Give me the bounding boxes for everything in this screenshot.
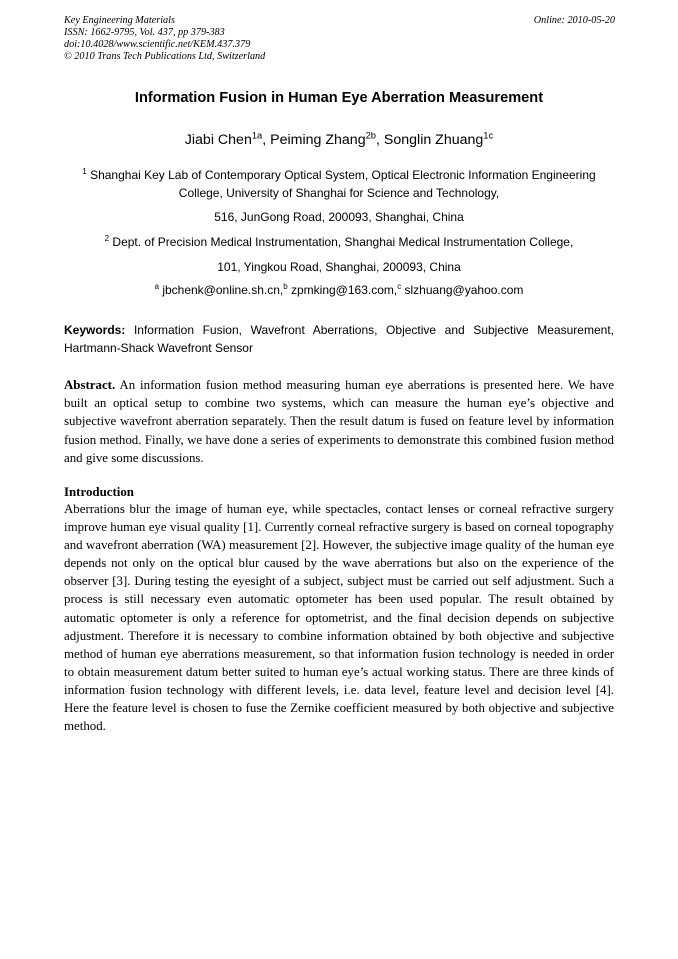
affiliation-text: Shanghai Key Lab of Contemporary Optical System, Optical Electronic Information Engineering	[90, 168, 596, 182]
email-address: jbchenk@online.sh.cn,	[162, 283, 284, 297]
affiliation-1-line-3: 516, JunGong Road, 200093, Shanghai, China	[214, 210, 464, 224]
email-mark: b	[283, 282, 288, 291]
paper-title: Information Fusion in Human Eye Aberration Measurement	[134, 90, 544, 106]
affiliation-text: Dept. of Precision Medical Instrumentation, Shanghai Medical Instrumentation College,	[112, 235, 574, 249]
keywords-section	[64, 321, 614, 357]
affiliation-1-line-1	[40, 166, 638, 184]
author-affiliation-mark: 2b	[365, 130, 377, 141]
email-address: slzhuang@yahoo.com	[404, 283, 524, 297]
author-affiliation-mark: 1c	[483, 130, 494, 141]
abstract-text: An information fusion method measuring human eye aberrations is presented here. We have built an optical setup to combine two systems, which can measure the human eye’s objective and subjective wavefront aberration separately. Then the result datum is fused on feature level by information fusion method. Finally, we have done a series of experiments to demonstrate this combined fusion method and give some discussions.	[64, 378, 615, 465]
affiliation-2-line-2: 101, Yingkou Road, Shanghai, 200093, China	[217, 260, 461, 274]
author-affiliation-mark: 1a	[251, 130, 263, 141]
journal-doi: doi:10.4028/www.scientific.net/KEM.437.379	[64, 39, 251, 50]
affiliation-2-line-1	[40, 233, 638, 251]
abstract-label: Abstract.	[64, 378, 116, 392]
affiliation-1-line-2: College, University of Shanghai for Science and Technology,	[178, 186, 500, 200]
journal-header	[64, 15, 265, 63]
keywords-label: Keywords:	[64, 323, 126, 337]
online-date: Online: 2010-05-20	[533, 15, 615, 26]
email-mark: a	[154, 282, 159, 291]
email-mark: c	[397, 282, 402, 291]
journal-issn: ISSN: 1662-9795, Vol. 437, pp 379-383	[64, 27, 225, 38]
introduction-heading: Introduction	[64, 485, 134, 499]
author-name: Peiming Zhang	[270, 132, 366, 148]
introduction-text: Aberrations blur the image of human eye, while spectacles, contact lenses or corneal refractive surgery improve human eye visual quality [1]. Currently corneal refractive surgery is based on corneal topography and wavefront aberration (WA) measurement [2]. However, the subjective image quality of the human eye depends not only on the optical blur caused by the wave aberrations but also on the experience of the observer [3]. During testing the eyesight of a subject, subject must be carried out self adjustment. Such a process is still necessary even automatic optometer has been used popular. The result obtained by automatic optometer is only a reference for optometrist, and the final decision depends on subjective adjustment. Therefore it is necessary to combine information obtained by both objective and subjective method of human eye aberrations measurement, so that information fusion technology is needed in order to obtain measurement datum better suited to human eye’s actual working status. There are three kinds of information fusion technology with different levels, i.e. data level, feature level and decision level [4]. Here the feature level is chosen to fuse the Zernike coefficient measured by both objective and subjective method.	[64, 502, 614, 734]
email-address: zpmking@163.com,	[290, 283, 398, 297]
author-emails	[40, 281, 638, 299]
keywords-text: Information Fusion, Wavefront Aberrations, Objective and Subjective Measurement, Hartmann-Shack Wavefront Sensor	[64, 323, 614, 355]
author-name: Jiabi Chen	[184, 132, 252, 148]
affiliation-mark: 1	[82, 167, 87, 176]
abstract-section	[64, 376, 614, 467]
author-list: Jiabi Chen$^{1a}$, Peiming Zhang$^{2b}$, Songlin Zhuang$^{1c}$	[184, 130, 494, 148]
journal-name: Key Engineering Materials	[64, 15, 175, 26]
journal-copyright: © 2010 Trans Tech Publications Ltd, Switzerland	[64, 51, 266, 62]
affiliation-mark: 2	[104, 234, 110, 243]
author-name: Songlin Zhuang	[383, 132, 484, 148]
